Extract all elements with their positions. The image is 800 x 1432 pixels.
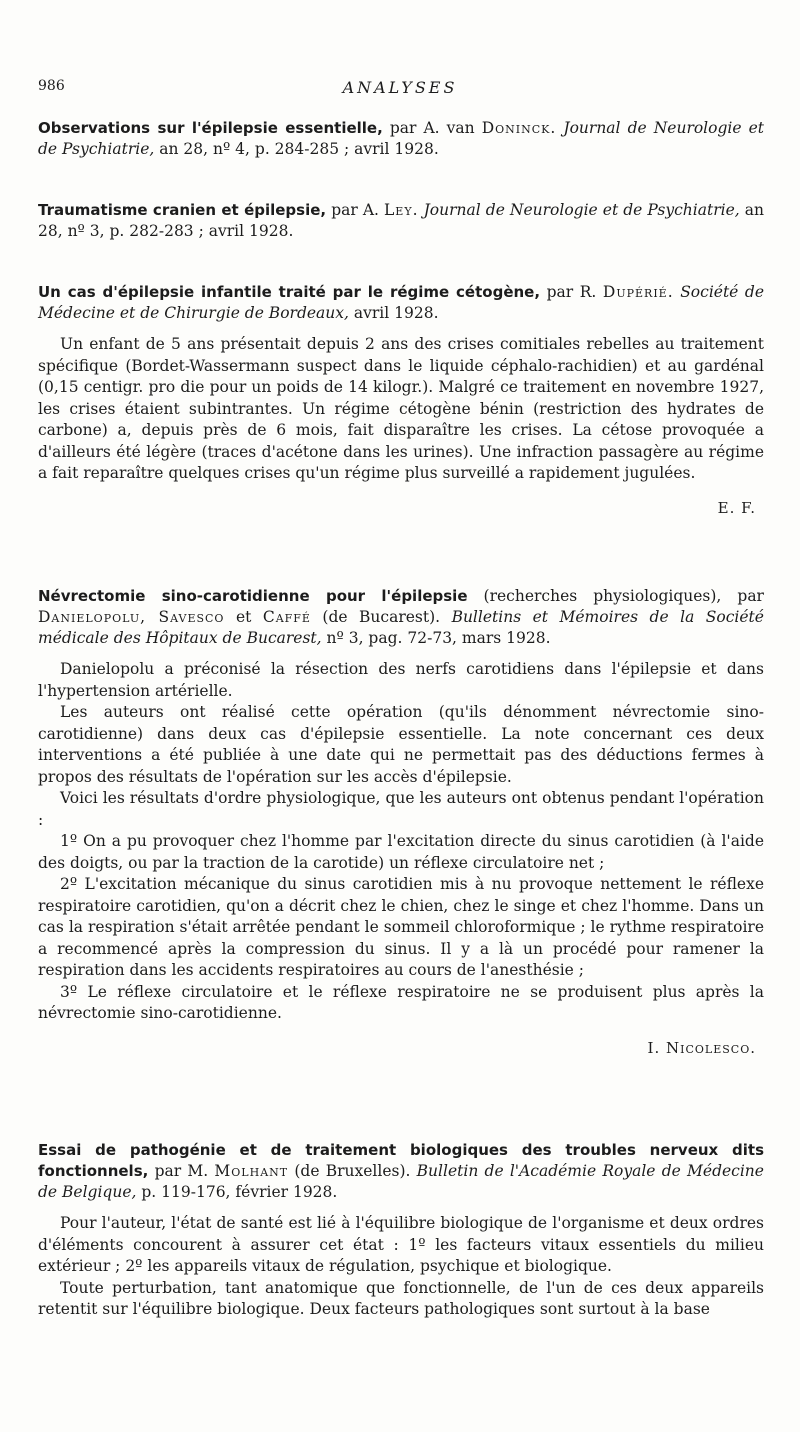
- entry-signature: I. Nicolesco.: [647, 1038, 756, 1057]
- paragraph: Les auteurs ont réalisé cette opération (qu'ils dénomment névrectomie sino-carotidienne) dans deux cas d'épilepsie essentielle. La note concernant ces deux interventions a été publiée à une date qui ne permettait pas des déductions fermes à propos des résultats de l'opération sur les accès d'épilepsie.: [38, 703, 764, 786]
- paragraph: Danielopolu a préconisé la résection des nerfs carotidiens dans l'épilepsie et dans l'hypertension artérielle.: [38, 660, 764, 700]
- entry-reference: avril 1928.: [353, 304, 439, 322]
- entry-author: Ley.: [384, 201, 419, 219]
- entry-5: [38, 1140, 764, 1321]
- entry-signature: E. F.: [717, 498, 756, 517]
- paragraph: Un enfant de 5 ans présentait depuis 2 ans des crises comitiales rebelles au traitement spécifique (Bordet-Wassermann suspect dans le liquide céphalo-rachidien) et au gardénal (0,15 centigr. pro die pour un poids de 14 kilogr.). Malgré ce traitement en novembre 1927, les crises étaient subintrantes. Un régime cétogène bénin (restriction des hydrates de carbone) a, depuis près de 6 mois, fait disparaître les crises. La cétose provoquée a d'ailleurs été légère (traces d'acétone dans les urines). Une infraction passagère au régime a fait reparaître quelques crises qu'un régime plus surveillé a rapidement jugulées.: [38, 335, 764, 482]
- entry-title: Traumatisme cranien et épilepsie,: [38, 201, 327, 219]
- entry-heading: Un cas d'épilepsie infantile traité par le régime cétogène, par R. Dupérié. Société de Médecine et de Chirurgie de Bordeaux, avril 1928.: [38, 283, 764, 322]
- entry-reference: p. 119-176, février 1928.: [141, 1183, 338, 1201]
- entry-author: Caffé: [262, 608, 311, 626]
- paragraph: Toute perturbation, tant anatomique que fonctionnelle, de l'un de ces deux appareils retentit sur l'équilibre biologique. Deux facteurs pathologiques sont surtout à la base: [38, 1278, 764, 1318]
- paragraph: Pour l'auteur, l'état de santé est lié à l'équilibre biologique de l'organisme et deux ordres d'éléments concourent à assurer cet état : 1º les facteurs vitaux essentiels du milieu extérieur ; 2º les appareils vitaux de régulation, psychique et biologique.: [38, 1214, 764, 1275]
- paragraph: Voici les résultats d'ordre physiologique, que les auteurs ont obtenus pendant l'opération :: [38, 789, 764, 829]
- entry-author: Danielopolu, Savesco: [38, 608, 225, 626]
- running-title: ANALYSES: [342, 78, 458, 97]
- entry-heading: Observations sur l'épilepsie essentielle, par A. van Doninck. Journal de Neurologie et de Psychiatrie, an 28, nº 4, p. 284-285 ; avril 1928.: [38, 119, 764, 158]
- paragraph: 3º Le réflexe circulatoire et le réflexe respiratoire ne se produisent plus après la névrectomie sino-carotidienne.: [38, 982, 764, 1022]
- entry-journal: Société de Médecine et de Chirurgie de Bordeaux,: [38, 283, 764, 322]
- entry-title: Essai de pathogénie et de traitement biologiques des troubles nerveux dits fonctionnels,: [38, 1141, 764, 1180]
- entry-author: Dupérié.: [602, 283, 674, 301]
- entry-journal: Journal de Neurologie et de Psychiatrie,: [423, 201, 740, 219]
- entry-journal: Bulletins et Mémoires de la Société médicale des Hôpitaux de Bucarest,: [38, 608, 764, 647]
- entry-author: Molhant: [214, 1162, 289, 1180]
- paragraph: 1º On a pu provoquer chez l'homme par l'excitation directe du sinus carotidien (à l'aide des doigts, ou par la traction de la carotide) un réflexe circulatoire net ;: [38, 832, 764, 872]
- entry-heading: Traumatisme cranien et épilepsie, par A. Ley. Journal de Neurologie et de Psychiatrie, an 28, nº 3, p. 282-283 ; avril 1928.: [38, 201, 764, 240]
- entry-journal: Bulletin de l'Académie Royale de Médecine de Belgique,: [38, 1162, 764, 1201]
- page-number: 986: [38, 78, 65, 94]
- paragraph: 2º L'excitation mécanique du sinus carotidien mis à nu provoque nettement le réflexe respiratoire carotidien, qu'on a décrit chez le chien, chez le singe et chez l'homme. Dans un cas la respiration s'était arrêtée pendant le sommeil chloroformique ; le rythme respiratoire a recommencé après la compression du sinus. Il y a là un procédé pour ramener la respiration dans les accidents respiratoires au cours de l'anesthésie ;: [38, 875, 764, 979]
- entry-body: [38, 1213, 764, 1321]
- entry-reference: an 28, nº 4, p. 284-285 ; avril 1928.: [159, 140, 439, 158]
- entry-3: [38, 282, 764, 517]
- entry-1: [38, 118, 764, 160]
- entry-author: Doninck.: [481, 119, 557, 137]
- entry-body: [38, 334, 764, 485]
- entry-title: Observations sur l'épilepsie essentielle,: [38, 119, 383, 137]
- page-header: [38, 78, 762, 100]
- entry-journal: Journal de Neurologie et de Psychiatrie,: [38, 119, 764, 158]
- entry-title: Névrectomie sino-carotidienne pour l'épilepsie: [38, 587, 468, 605]
- entry-heading: Essai de pathogénie et de traitement biologiques des troubles nerveux dits fonctionnels, par M. Molhant (de Bruxelles). Bulletin de l'Académie Royale de Médecine de Belgique, p. 119-176, février 1928.: [38, 1141, 764, 1201]
- entry-2: [38, 200, 764, 242]
- entry-reference: nº 3, pag. 72-73, mars 1928.: [326, 629, 551, 647]
- entry-reference: an 28, nº 3, p. 282-283 ; avril 1928.: [38, 201, 764, 240]
- entry-heading: Névrectomie sino-carotidienne pour l'épilepsie (recherches physiologiques), par Danielopolu, Savesco et Caffé (de Bucarest). Bulletins et Mémoires de la Société médicale des Hôpitaux de Bucarest, nº 3, pag. 72-73, mars 1928.: [38, 587, 764, 647]
- entry-body: [38, 659, 764, 1025]
- entry-title: Un cas d'épilepsie infantile traité par le régime cétogène,: [38, 283, 541, 301]
- entry-4: [38, 586, 764, 1057]
